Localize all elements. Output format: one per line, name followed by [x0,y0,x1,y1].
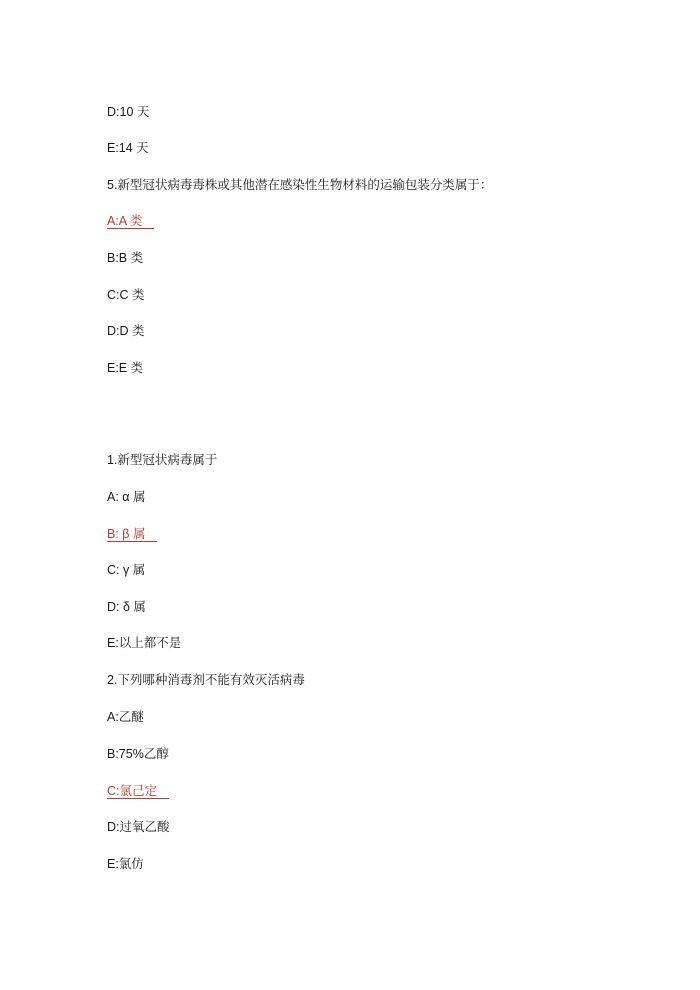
question-5-option-d: D:D 类 [107,324,145,338]
question-1-option-b-correct [107,526,157,542]
question-5-option-c: C:C 类 [107,288,145,302]
question-2-stem: 2.下列哪种消毒剂不能有效灭活病毒 [107,673,305,687]
question-1-option-e: E:以上都不是 [107,636,182,650]
question-1-stem: 1.新型冠状病毒属于 [107,453,218,467]
question-2-option-c-correct [107,783,169,799]
question-5-option-b: B:B 类 [107,251,144,265]
question-5-option-e: E:E 类 [107,361,144,375]
prev-option-d: D:10 天 [107,105,150,119]
question-1-option-d: D: δ 属 [107,600,146,614]
answer-text: C:氯己定 [107,784,169,799]
answer-text: B: β 属 [107,527,157,542]
question-5-option-a-correct [107,213,154,229]
answer-text: A:A 类 [107,214,154,229]
question-2-option-e: E:氯仿 [107,857,144,871]
question-2-option-a: A:乙醚 [107,710,144,724]
prev-option-e: E:14 天 [107,141,149,155]
question-1-option-a: A: α 属 [107,490,146,504]
question-1-option-c: C: γ 属 [107,563,146,577]
question-5-stem: 5.新型冠状病毒毒株或其他潜在感染性生物材料的运输包装分类属于： [107,178,493,192]
question-2-option-b: B:75%乙醇 [107,747,169,761]
question-2-option-d: D:过氧乙酸 [107,820,170,834]
